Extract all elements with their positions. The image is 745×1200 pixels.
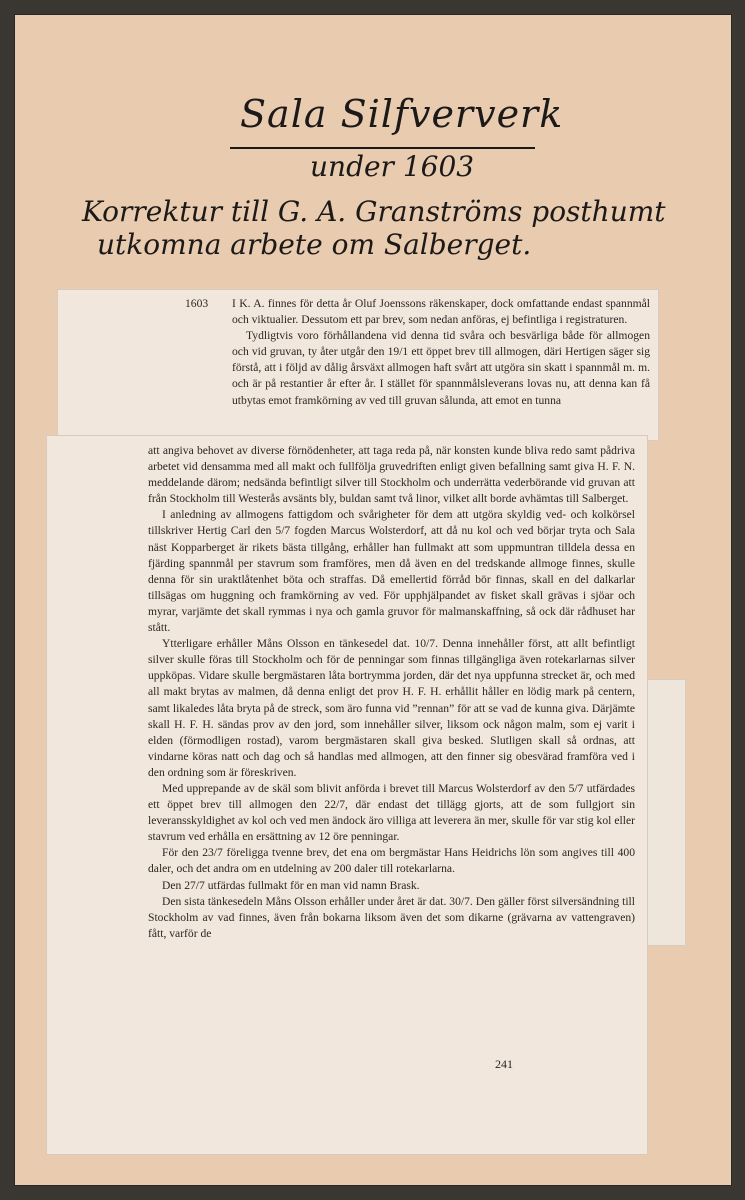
paragraph: att angiva behovet av diverse förnödenheter, att taga reda på, när konsten kunde bliva redo samt pådriva arbetet vid densamma med all makt och fullfölja gruvedriften enligt given befallning samt giva H. F. N. meddelande därom; nedsända befintligt silver till Stockholm och underrätta vederbörande vid gruvan att från Stockholm till Westerås avsänts bly, buldan samt två linor, vilket allt borde avhämtas till Salberget. (148, 444, 635, 506)
paragraph: Tydligtvis voro förhållandena vid denna tid svåra och besvärliga både för allmogen och vid gruvan, ty åter utgår den 19/1 ett öppet brev till allmogen, däri Hertigen säger sig förstå, att i följd av dålig årsväxt allmogen haft svårt att utgöra sin skatt i spannmål m. m. och är på restantier år efter år. I stället för spannmålsleverans lovas nu, att denna kan få utbytas emot framkörning av ved till gruvan sålunda, att emot en tunna (232, 329, 650, 407)
paragraph: Den sista tänkesedeln Måns Olsson erhåller under året är dat. 30/7. Den gäller först silversändning till Stockholm av vad finnes, även från bokarna liksom även det som dikarne (grävarna av vattengraven) fått, varför de (148, 894, 635, 940)
margin-year: 1603 (185, 297, 209, 310)
paragraph: Ytterligare erhåller Måns Olsson en tänkesedel dat. 10/7. Denna innehåller först, att allt befintligt silver skulle föras till Stockholm och för de penningar som finnas tillgängliga även rotekarlarnas silver uppköpas. Vidare skulle bergmästaren låta bortrymma jorden, där det nya uppfunna strecket är, och med all makt brytas av malmen, då denna enligt det prov H. F. H. erhållit håller en lödig mark på centern, samt likaledes låta bryta på de streck, som äro funna vid ”rennan” för att se vad de kunna giva. Därjämte skall H. F. H. sändas prov av den jord, som innehåller silver, liksom ock någon malm, som ej varit i elden (förmodligen rostad), varom bergmästaren skall giva besked. Slutligen skall så ordnas, att vindarne köras natt och dag och så handlas med allmogen, att den finner sig obesvärad framföra ved i den ordning som är föreskriven. (148, 637, 635, 779)
printed-text-top (232, 296, 650, 409)
paragraph: För den 23/7 föreligga tvenne brev, det ena om bergmästar Hans Heidrichs lön som angives till 400 daler, och det andra om en utdelning av 200 daler till rotekarlarna. (148, 846, 635, 876)
paragraph: I K. A. finnes för detta år Oluf Joenssons räkenskaper, dock omfattande endast spannmål och viktualier. Dessutom ett par brev, som nedan anföras, ej befintliga i registraturen. (232, 297, 650, 327)
printed-text-main (148, 443, 635, 942)
page-number: 241 (495, 1057, 513, 1071)
handwritten-subtitle: under 1603 (310, 150, 475, 183)
paragraph: I anledning av allmogens fattigdom och svårigheter för dem att utgöra skyldig ved- och kolkörsel tillskriver Hertig Carl den 5/7 fogden Marcus Wolsterdorf, att då nu kol och ved börjar tryta och Sala näst Kopparberget är rikets bästa tillgång, erhåller han fullmakt att som uppmuntran tilldela dessa en fjärding spannmål per stavrum som framföres, men då även en del tredskande allmoge finnes, skulle denna för sin uraktlåtenhet böta och straffas. Då emellertid förråd bör finnas, skall en del dalkarlar tillsägas om huggning och framkörning av ved. För upphjälpandet av fisket skall grävas i sjöar och myrar, varjämte det skall rymmas i nya och gamla gruvor för malmanskaffning, så ock där rådhuset har stått. (148, 508, 635, 635)
handwritten-underline (230, 147, 535, 149)
paragraph: Den 27/7 utfärdas fullmakt för en man vid namn Brask. (162, 878, 420, 892)
paragraph: Med upprepande av de skäl som blivit anförda i brevet till Marcus Wolsterdorf av den 5/7 utfärdades ett öppet brev till allmogen den 22/7, där endast det tillägg gjorts, att de som fullgjort sin leveransskyldighet av kol och ved men ändock äro villiga att leverera än mer, skulle för var stig kol eller stavrum ved erhålla en ersättning av 12 öre penningar. (148, 781, 635, 844)
handwritten-title: Sala Silfververk (240, 92, 564, 136)
handwritten-note-line-2: utkomna arbete om Salberget. (97, 228, 532, 261)
handwritten-note-line-1: Korrektur till G. A. Granströms posthumt (82, 195, 666, 228)
